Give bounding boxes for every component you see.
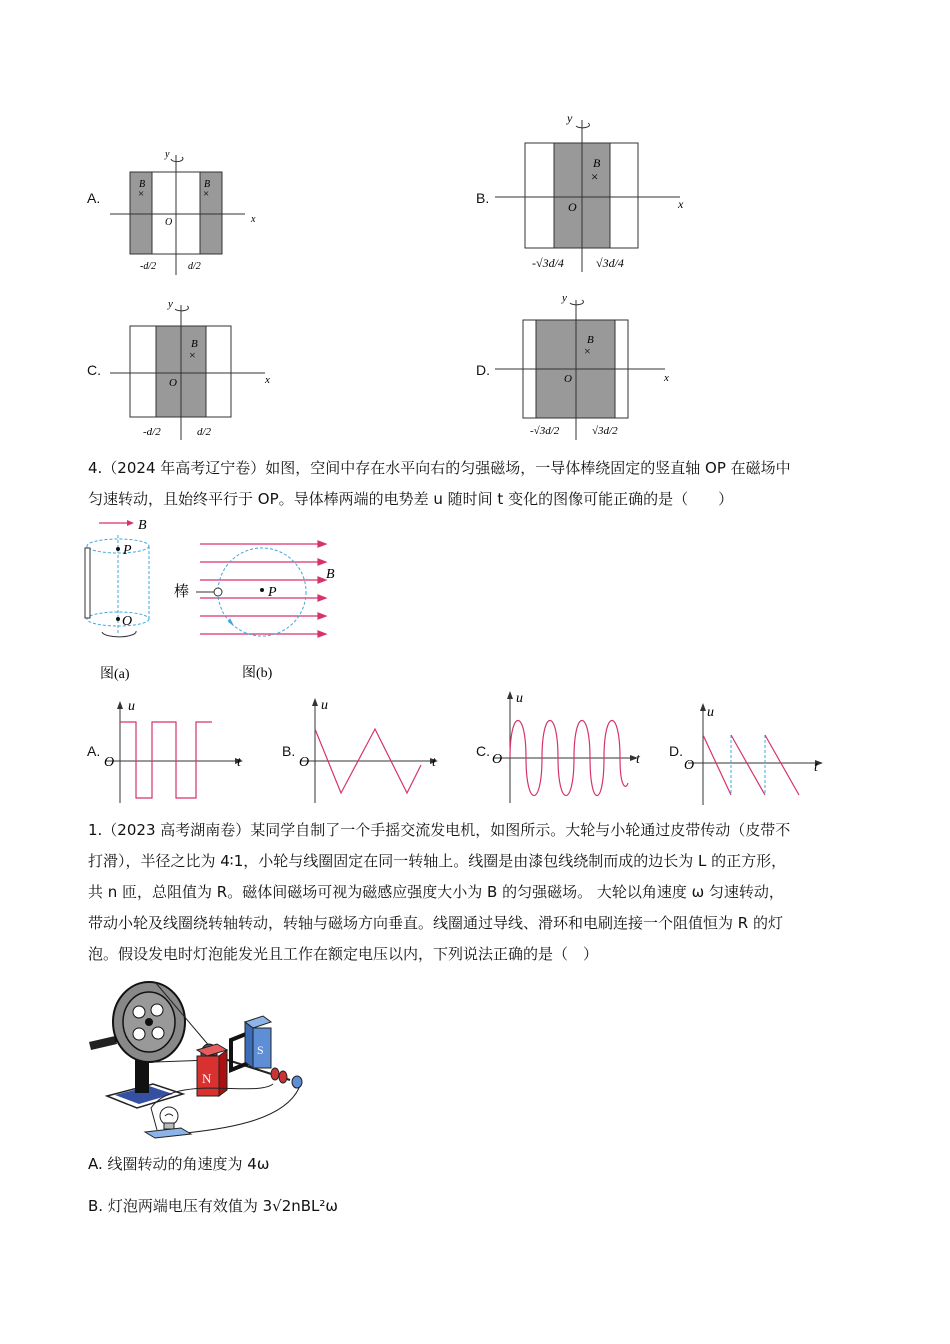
origin-label: O xyxy=(104,755,115,770)
axis-u-label: u xyxy=(128,699,135,714)
axis-y-label: y xyxy=(562,292,567,304)
question-1-line: 共 n 匝，总阻值为 R。磁体间磁场可视为磁感应强度大小为 B 的匀强磁场。 大轮以角速度 ω 匀速转动， xyxy=(88,883,784,901)
axis-u-label: u xyxy=(707,705,714,720)
option-b-label: B. xyxy=(476,190,490,206)
origin-label: O xyxy=(165,217,173,228)
field-cross: × xyxy=(203,188,210,200)
origin-label: O xyxy=(568,200,577,214)
field-label: B xyxy=(138,518,147,533)
tick-left: -d/2 xyxy=(140,261,157,272)
origin-label: O xyxy=(492,752,503,767)
graph-a xyxy=(100,698,260,808)
graph-b xyxy=(295,695,445,810)
question-4 xyxy=(88,453,878,515)
tick-right: d/2 xyxy=(188,261,201,272)
diagram-d xyxy=(490,290,685,445)
question-4-line: 匀速转动，且始终平行于 OP。导体棒两端的电势差 u 随时间 t 变化的图像可能正确的是（ ） xyxy=(88,490,734,508)
point-o-label: O xyxy=(122,614,133,629)
axis-x-label: x xyxy=(664,372,669,384)
origin-label: O xyxy=(684,758,695,773)
axis-x-label: x xyxy=(265,374,270,386)
tick-right: √3d/4 xyxy=(596,256,624,270)
option-a-label: A. xyxy=(87,190,101,206)
axis-x-label: x xyxy=(251,214,256,225)
graph-c xyxy=(488,688,648,808)
magnet-s-label: S xyxy=(257,1043,264,1057)
origin-label: O xyxy=(169,377,177,389)
question-1-line: 带动小轮及线圈绕转轴转动，转轴与磁场方向垂直。线圈通过导线、滑环和电刷连接一个阻值恒为 R 的灯 xyxy=(88,914,783,932)
diagram-b xyxy=(490,110,700,275)
field-cross: × xyxy=(584,344,591,358)
graph-b-label: B. xyxy=(282,743,296,759)
tick-right: √3d/2 xyxy=(592,425,618,437)
graph-c-label: C. xyxy=(476,743,490,759)
tick-right: d/2 xyxy=(197,426,212,438)
magnet-n-label: N xyxy=(202,1071,212,1086)
field-cross: × xyxy=(138,188,145,200)
field-label: B xyxy=(593,156,601,170)
axis-y-label: y xyxy=(165,149,170,160)
tick-left: -√3d/2 xyxy=(530,425,560,437)
field-cross: × xyxy=(189,348,196,362)
tick-left: -d/2 xyxy=(143,426,161,438)
axis-t-label: t xyxy=(237,755,241,770)
question-1-line: 泡。假设发电时灯泡能发光且工作在额定电压以内，下列说法正确的是（ ） xyxy=(88,945,599,963)
figure-a xyxy=(82,515,172,685)
axis-u-label: u xyxy=(321,698,328,713)
point-p-label: P xyxy=(268,585,277,600)
option-a: A. 线圈转动的角速度为 4ω xyxy=(88,1155,270,1173)
generator-illustration xyxy=(85,978,325,1143)
option-c-label: C. xyxy=(87,362,101,378)
rod-label: 棒 xyxy=(174,584,190,600)
field-label: B xyxy=(191,338,198,350)
diagram-c xyxy=(105,295,280,445)
graph-a-label: A. xyxy=(87,743,101,759)
field-label: B xyxy=(587,334,594,346)
axis-x-label: x xyxy=(678,197,684,211)
option-b: B. 灯泡两端电压有效值为 3√2nBL²ω xyxy=(88,1197,338,1215)
figure-a-caption: 图(a) xyxy=(100,667,130,682)
axis-t-label: t xyxy=(814,760,818,775)
origin-label: O xyxy=(299,755,310,770)
field-label: B xyxy=(204,179,211,190)
question-4-line: 4.（2024 年高考辽宁卷）如图，空间中存在水平向右的匀强磁场，一导体棒绕固定的竖直轴 OP 在磁场中 xyxy=(88,459,791,477)
question-1-line: 1.（2023 高考湖南卷）某同学自制了一个手摇交流发电机，如图所示。大轮与小轮通过皮带传动（皮带不 xyxy=(88,821,791,839)
field-label: B xyxy=(326,567,335,582)
axis-y-label: y xyxy=(168,298,173,310)
field-label: B xyxy=(139,179,146,190)
axis-u-label: u xyxy=(516,691,523,706)
question-1 xyxy=(88,815,878,970)
axis-t-label: t xyxy=(432,755,436,770)
field-cross: × xyxy=(591,169,599,184)
figure-b-caption: 图(b) xyxy=(242,666,273,681)
graph-d xyxy=(683,700,843,810)
point-p-label: P xyxy=(123,543,132,558)
graph-d-label: D. xyxy=(669,743,683,759)
option-d-label: D. xyxy=(476,362,490,378)
figure-b xyxy=(170,530,350,685)
axis-y-label: y xyxy=(567,111,573,125)
tick-left: -√3d/4 xyxy=(532,256,564,270)
question-1-line: 打滑），半径之比为 4∶1，小轮与线圈固定在同一转轴上。线圈是由漆包线绕制而成的边长为 L 的正方形， xyxy=(88,852,787,870)
origin-label: O xyxy=(564,373,572,385)
diagram-a xyxy=(105,145,265,275)
axis-t-label: t xyxy=(636,752,640,767)
